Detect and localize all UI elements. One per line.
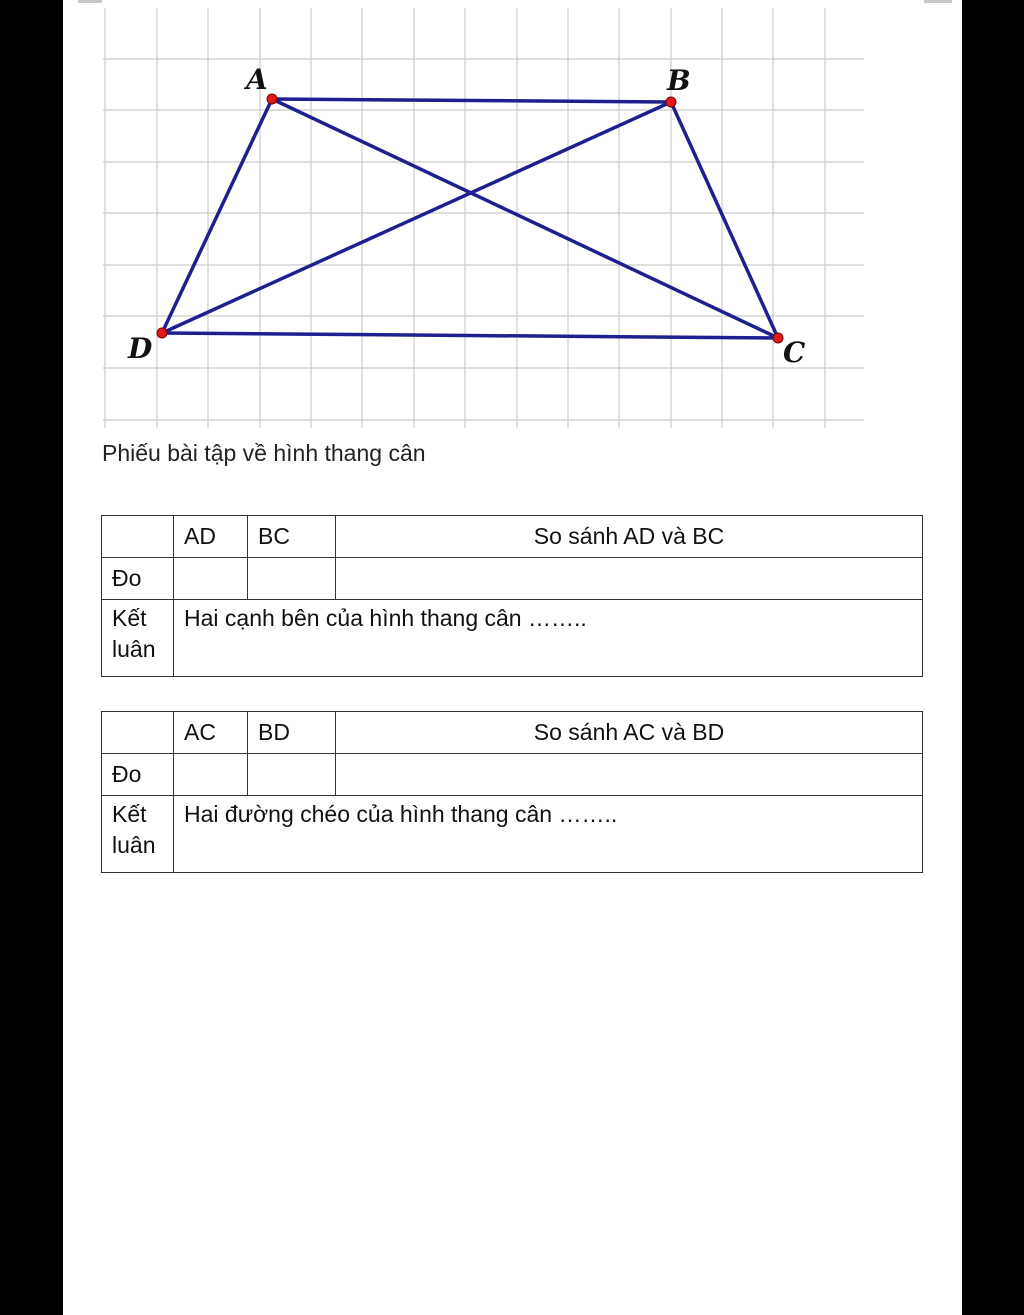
measure-ad-cell[interactable]	[174, 558, 248, 600]
vertex-b	[666, 97, 676, 107]
edge-bc	[671, 102, 778, 338]
measure-row	[102, 558, 923, 600]
label-d: D	[128, 332, 153, 365]
header-cell-ad: AD	[174, 516, 248, 558]
table-header-row	[102, 516, 923, 558]
measure-label: Đo	[102, 754, 174, 796]
conclusion-row	[102, 796, 923, 873]
table-diagonals	[101, 711, 923, 873]
vertices	[157, 94, 783, 343]
conclusion-label: Kết luân	[102, 600, 174, 677]
diagonal-ac	[272, 99, 778, 338]
compare-cell[interactable]	[336, 558, 923, 600]
measure-bd-cell[interactable]	[248, 754, 336, 796]
header-cell-ac: AC	[174, 712, 248, 754]
label-a: A	[246, 63, 268, 96]
header-cell-compare: So sánh AD và BC	[336, 516, 923, 558]
vertex-c	[773, 333, 783, 343]
table-sides	[101, 515, 923, 677]
worksheet-caption: Phiếu bài tập về hình thang cân	[102, 440, 426, 466]
conclusion-text[interactable]: Hai đường chéo của hình thang cân ……..	[174, 796, 923, 873]
conclusion-label: Kết luân	[102, 796, 174, 873]
vertex-a	[267, 94, 277, 104]
header-cell-compare: So sánh AC và BD	[336, 712, 923, 754]
edge-da	[162, 99, 272, 333]
header-cell-empty	[102, 712, 174, 754]
label-c: C	[783, 336, 806, 369]
measure-ac-cell[interactable]	[174, 754, 248, 796]
measure-row	[102, 754, 923, 796]
edge-cd	[162, 333, 778, 338]
header-cell-empty	[102, 516, 174, 558]
measure-label: Đo	[102, 558, 174, 600]
label-b: B	[667, 64, 691, 97]
conclusion-row	[102, 600, 923, 677]
compare-cell[interactable]	[336, 754, 923, 796]
diagonal-bd	[162, 102, 671, 333]
trapezoid-figure	[0, 0, 1024, 440]
conclusion-text[interactable]: Hai cạnh bên của hình thang cân ……..	[174, 600, 923, 677]
measure-bc-cell[interactable]	[248, 558, 336, 600]
header-cell-bc: BC	[248, 516, 336, 558]
vertex-d	[157, 328, 167, 338]
edge-ab	[272, 99, 671, 102]
table-header-row	[102, 712, 923, 754]
header-cell-bd: BD	[248, 712, 336, 754]
trapezoid-edges	[162, 99, 778, 338]
